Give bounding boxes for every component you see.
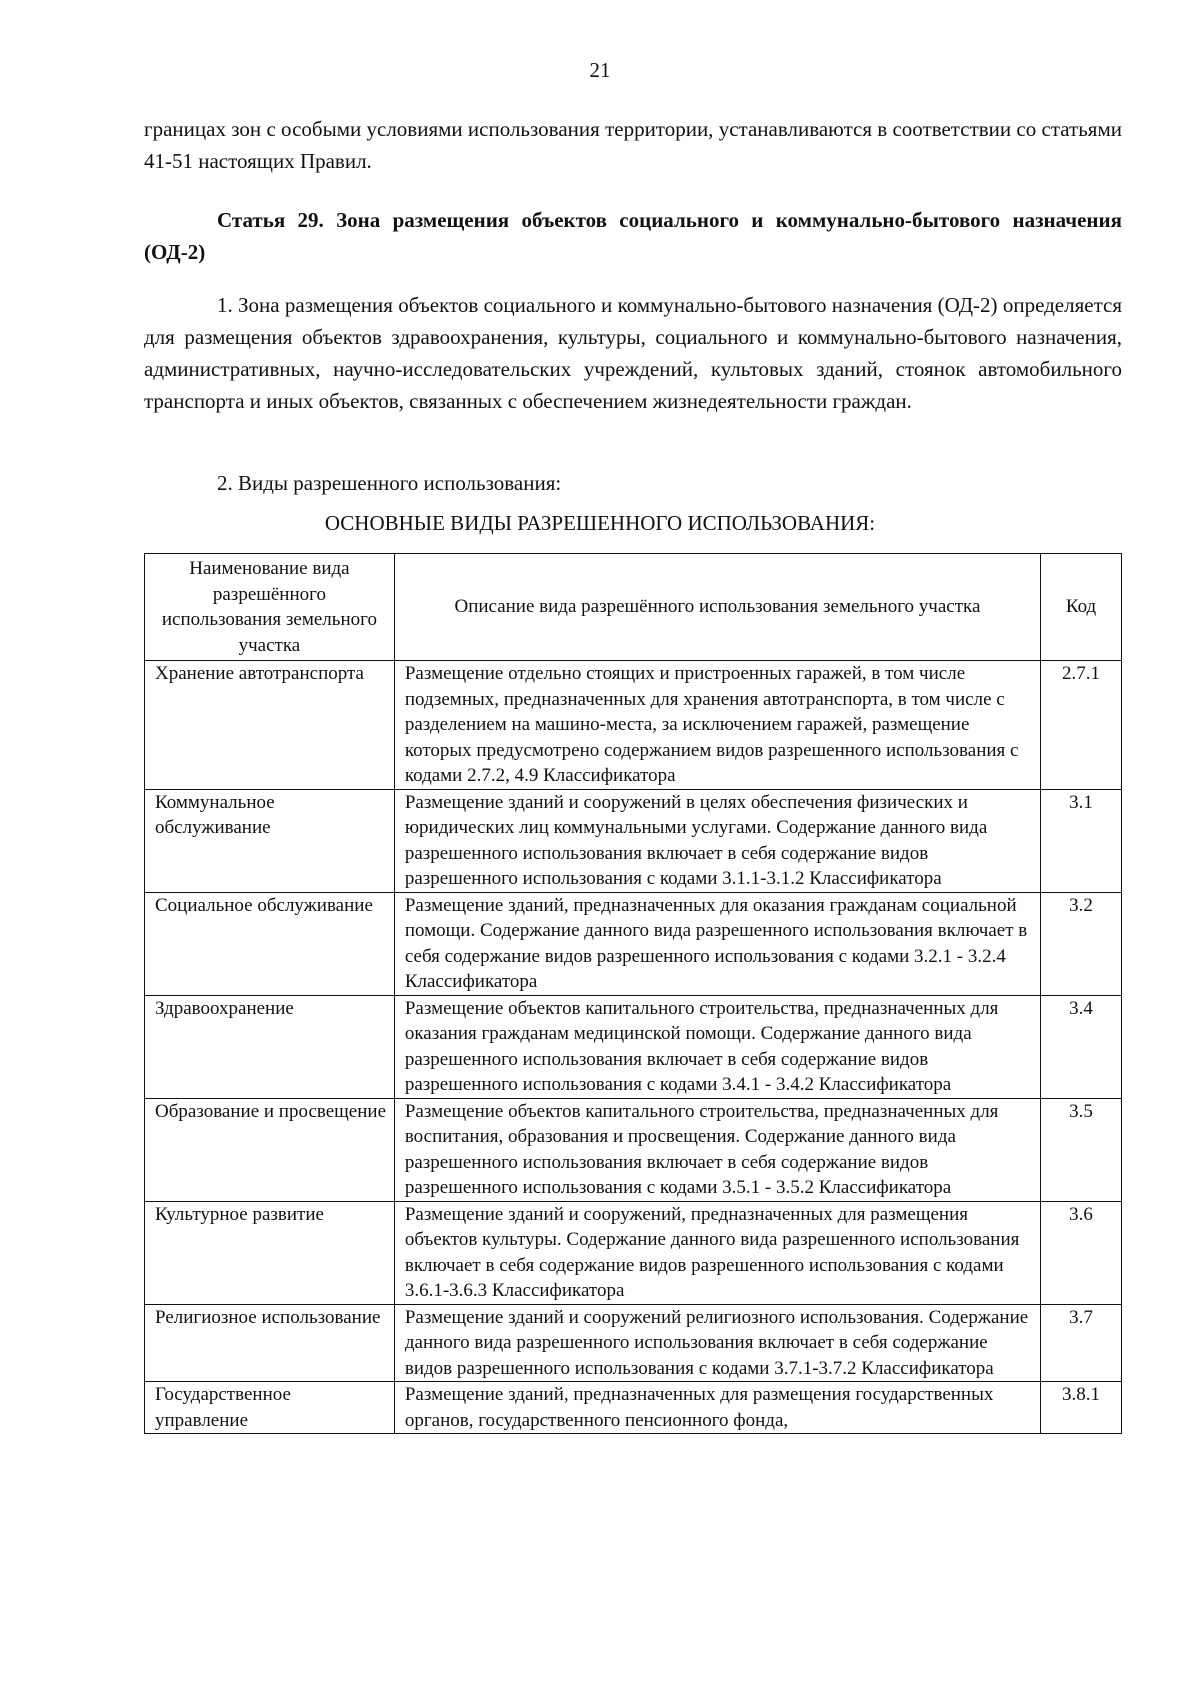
table-row	[145, 995, 1122, 1098]
use-name: Коммунальное обслуживание	[145, 789, 395, 892]
use-description: Размещение зданий, предназначенных для оказания гражданам социальной помощи. Содержание данного вида разрешенного использования включает в себя содержание видов разрешенного использования с кодами 3.2.1 - 3.2.4 Классификатора	[394, 892, 1040, 995]
use-code: 3.7	[1041, 1304, 1122, 1382]
use-name: Государственное управление	[145, 1382, 395, 1434]
use-name: Религиозное использование	[145, 1304, 395, 1382]
use-description: Размещение объектов капитального строительства, предназначенных для оказания гражданам медицинской помощи. Содержание данного вида разрешенного использования включает в себя содержание видов разрешенного использования с кодами 3.4.1 - 3.4.2 Классификатора	[394, 995, 1040, 1098]
use-description: Размещение объектов капитального строительства, предназначенных для воспитания, образования и просвещения. Содержание данного вида разрешенного использования включает в себя содержание видов разрешенного использования с кодами 3.5.1 - 3.5.2 Классификатора	[394, 1098, 1040, 1201]
article-heading: Статья 29. Зона размещения объектов социального и коммунально-бытового назначения (ОД-2)	[144, 208, 1122, 264]
table-row	[145, 1098, 1122, 1201]
table-row	[145, 789, 1122, 892]
use-code: 3.2	[1041, 892, 1122, 995]
use-code: 3.8.1	[1041, 1382, 1122, 1434]
use-name: Хранение автотранспорта	[145, 661, 395, 790]
table-row	[145, 1382, 1122, 1434]
table-row	[145, 1304, 1122, 1382]
permitted-uses-table	[144, 553, 1122, 1434]
use-code: 3.1	[1041, 789, 1122, 892]
use-name: Социальное обслуживание	[145, 892, 395, 995]
use-description: Размещение зданий и сооружений, предназначенных для размещения объектов культуры. Содержание данного вида разрешенного использования включает в себя содержание видов разрешенного использования с кодами 3.6.1-3.6.3 Классификатора	[394, 1201, 1040, 1304]
use-code: 3.6	[1041, 1201, 1122, 1304]
use-name: Здравоохранение	[145, 995, 395, 1098]
use-code: 3.4	[1041, 995, 1122, 1098]
use-name: Образование и просвещение	[145, 1098, 395, 1201]
use-description: Размещение отдельно стоящих и пристроенных гаражей, в том числе подземных, предназначенных для хранения автотранспорта, в том числе с разделением на машино-места, за исключением гаражей, размещение которых предусмотрено содержанием видов разрешенного использования с кодами 2.7.2, 4.9 Классификатора	[394, 661, 1040, 790]
use-description: Размещение зданий, предназначенных для размещения государственных органов, государственного пенсионного фонда,	[394, 1382, 1040, 1434]
table-row	[145, 892, 1122, 995]
use-description: Размещение зданий и сооружений в целях обеспечения физических и юридических лиц коммунальными услугами. Содержание данного вида разрешенного использования включает в себя содержание видов разрешенного использования с кодами 3.1.1-3.1.2 Классификатора	[394, 789, 1040, 892]
use-code: 3.5	[1041, 1098, 1122, 1201]
use-name: Культурное развитие	[145, 1201, 395, 1304]
page-number: 21	[589, 58, 611, 82]
continuation-paragraph: границах зон с особыми условиями использования территории, устанавливаются в соответствии со статьями 41-51 настоящих Правил.	[144, 117, 1122, 173]
table-row	[145, 1201, 1122, 1304]
paragraph-2: 2. Виды разрешенного использования:	[217, 471, 562, 495]
use-description: Размещение зданий и сооружений религиозного использования. Содержание данного вида разрешенного использования включает в себя содержание видов разрешенного использования с кодами 3.7.1-3.7.2 Классификатора	[394, 1304, 1040, 1382]
header-code: Код	[1041, 554, 1122, 661]
use-code: 2.7.1	[1041, 661, 1122, 790]
paragraph-1: 1. Зона размещения объектов социального и коммунально-бытового назначения (ОД-2) определяется для размещения объектов здравоохранения, культуры, социального и коммунально-бытового назначения, административных, научно-исследовательских учреждений, культовых зданий, стоянок автомобильного транспорта и иных объектов, связанных с обеспечением жизнедеятельности граждан.	[144, 293, 1122, 413]
table-caption: ОСНОВНЫЕ ВИДЫ РАЗРЕШЕННОГО ИСПОЛЬЗОВАНИЯ:	[324, 511, 876, 535]
table-row	[145, 661, 1122, 790]
header-name: Наименование вида разрешённого использования земельного участка	[145, 554, 395, 661]
header-description: Описание вида разрешённого использования земельного участка	[394, 554, 1040, 661]
table-header-row	[145, 554, 1122, 661]
